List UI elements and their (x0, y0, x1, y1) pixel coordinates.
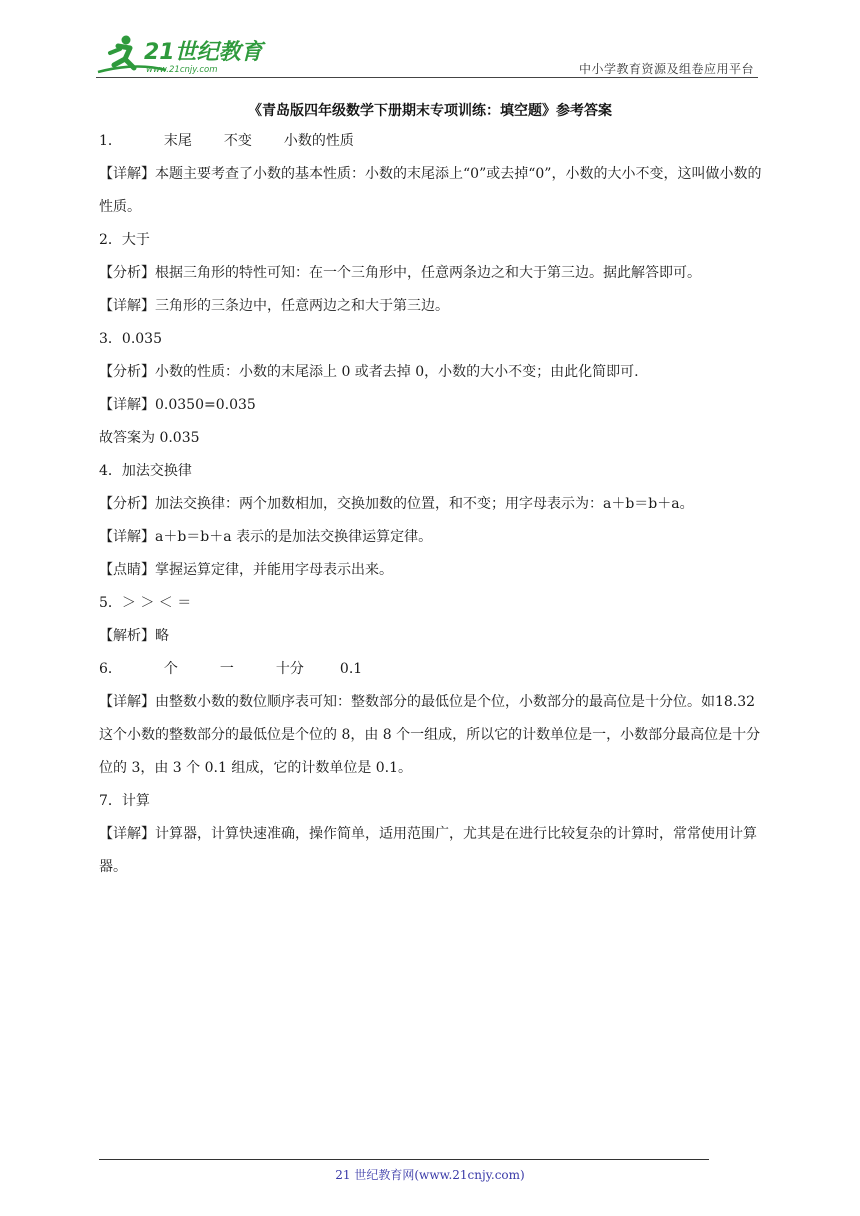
svg-text:www.21cnjy.com: www.21cnjy.com (146, 65, 218, 75)
runner-logo-icon (96, 32, 266, 76)
answer-5: 5．＞ ＞ ＜ ＝ (99, 595, 192, 611)
answer-blank: 0.1 (339, 661, 363, 677)
answer-blank: 末尾 (163, 133, 192, 149)
answer-3-conclusion: 故答案为 0.035 (99, 430, 200, 446)
answer-4-tip: 【点睛】掌握运算定律，并能用字母表示出来。 (99, 562, 393, 578)
answer-5-explain: 【解析】略 (99, 628, 169, 644)
answer-blank: 个 (163, 661, 178, 677)
platform-slogan: 中小学教育资源及组卷应用平台 (578, 62, 754, 76)
answer-2-analysis: 【分析】根据三角形的特性可知：在一个三角形中，任意两条边之和大于第三边。据此解答即可。 (99, 265, 701, 281)
footer-divider (99, 1159, 709, 1160)
question-number: 6． (99, 661, 122, 677)
answer-6-detail: 【详解】由整数小数的数位顺序表可知：整数部分的最低位是个位，小数部分的最高位是十分位。如18.32 这个小数的整数部分的最低位是个位的 8，由 8 个一组成，所以它的计数单位是一，小数部分最高位是十分位的 3，由 3 个 0.1 组成，它的计数单位是 0.1。 (99, 694, 761, 776)
answer-7: 7．计算 (99, 793, 150, 809)
answer-4: 4．加法交换律 (99, 463, 192, 479)
answer-3: 3．0.035 (99, 331, 162, 347)
answer-4-detail: 【详解】a＋b＝b＋a 表示的是加法交换律运算定律。 (99, 529, 433, 545)
svg-text:21世纪教育: 21世纪教育 (144, 40, 263, 65)
page-title: 《青岛版四年级数学下册期末专项训练：填空题》参考答案 (248, 103, 612, 119)
answer-2-detail: 【详解】三角形的三条边中，任意两边之和大于第三边。 (99, 298, 449, 314)
answer-6 (99, 653, 763, 686)
answer-blank: 一 (219, 661, 234, 677)
answer-blank: 十分 (275, 661, 304, 677)
header-divider (96, 77, 758, 78)
answer-1 (99, 125, 763, 158)
answer-3-detail: 【详解】0.0350=0.035 (99, 397, 256, 413)
answer-7-detail: 【详解】计算器，计算快速准确，操作简单，适用范围广，尤其是在进行比较复杂的计算时，常常使用计算器。 (99, 826, 757, 875)
answer-blank: 小数的性质 (283, 133, 354, 149)
answer-1-detail: 【详解】本题主要考查了小数的基本性质：小数的末尾添上“0”或去掉“0”，小数的大小不变，这叫做小数的性质。 (99, 166, 762, 215)
page-footer: 21 世纪教育网(www.21cnjy.com) (335, 1168, 525, 1182)
answer-3-analysis: 【分析】小数的性质：小数的末尾添上 0 或者去掉 0，小数的大小不变；由此化简即可. (99, 364, 639, 380)
page-header (96, 32, 758, 78)
question-number: 1． (99, 133, 122, 149)
answer-2: 2．大于 (99, 232, 150, 248)
answer-4-analysis: 【分析】加法交换律：两个加数相加，交换加数的位置，和不变；用字母表示为：a＋b＝b＋a。 (99, 496, 694, 512)
answer-list (99, 125, 763, 884)
site-logo (96, 32, 266, 76)
answer-blank: 不变 (223, 133, 252, 149)
